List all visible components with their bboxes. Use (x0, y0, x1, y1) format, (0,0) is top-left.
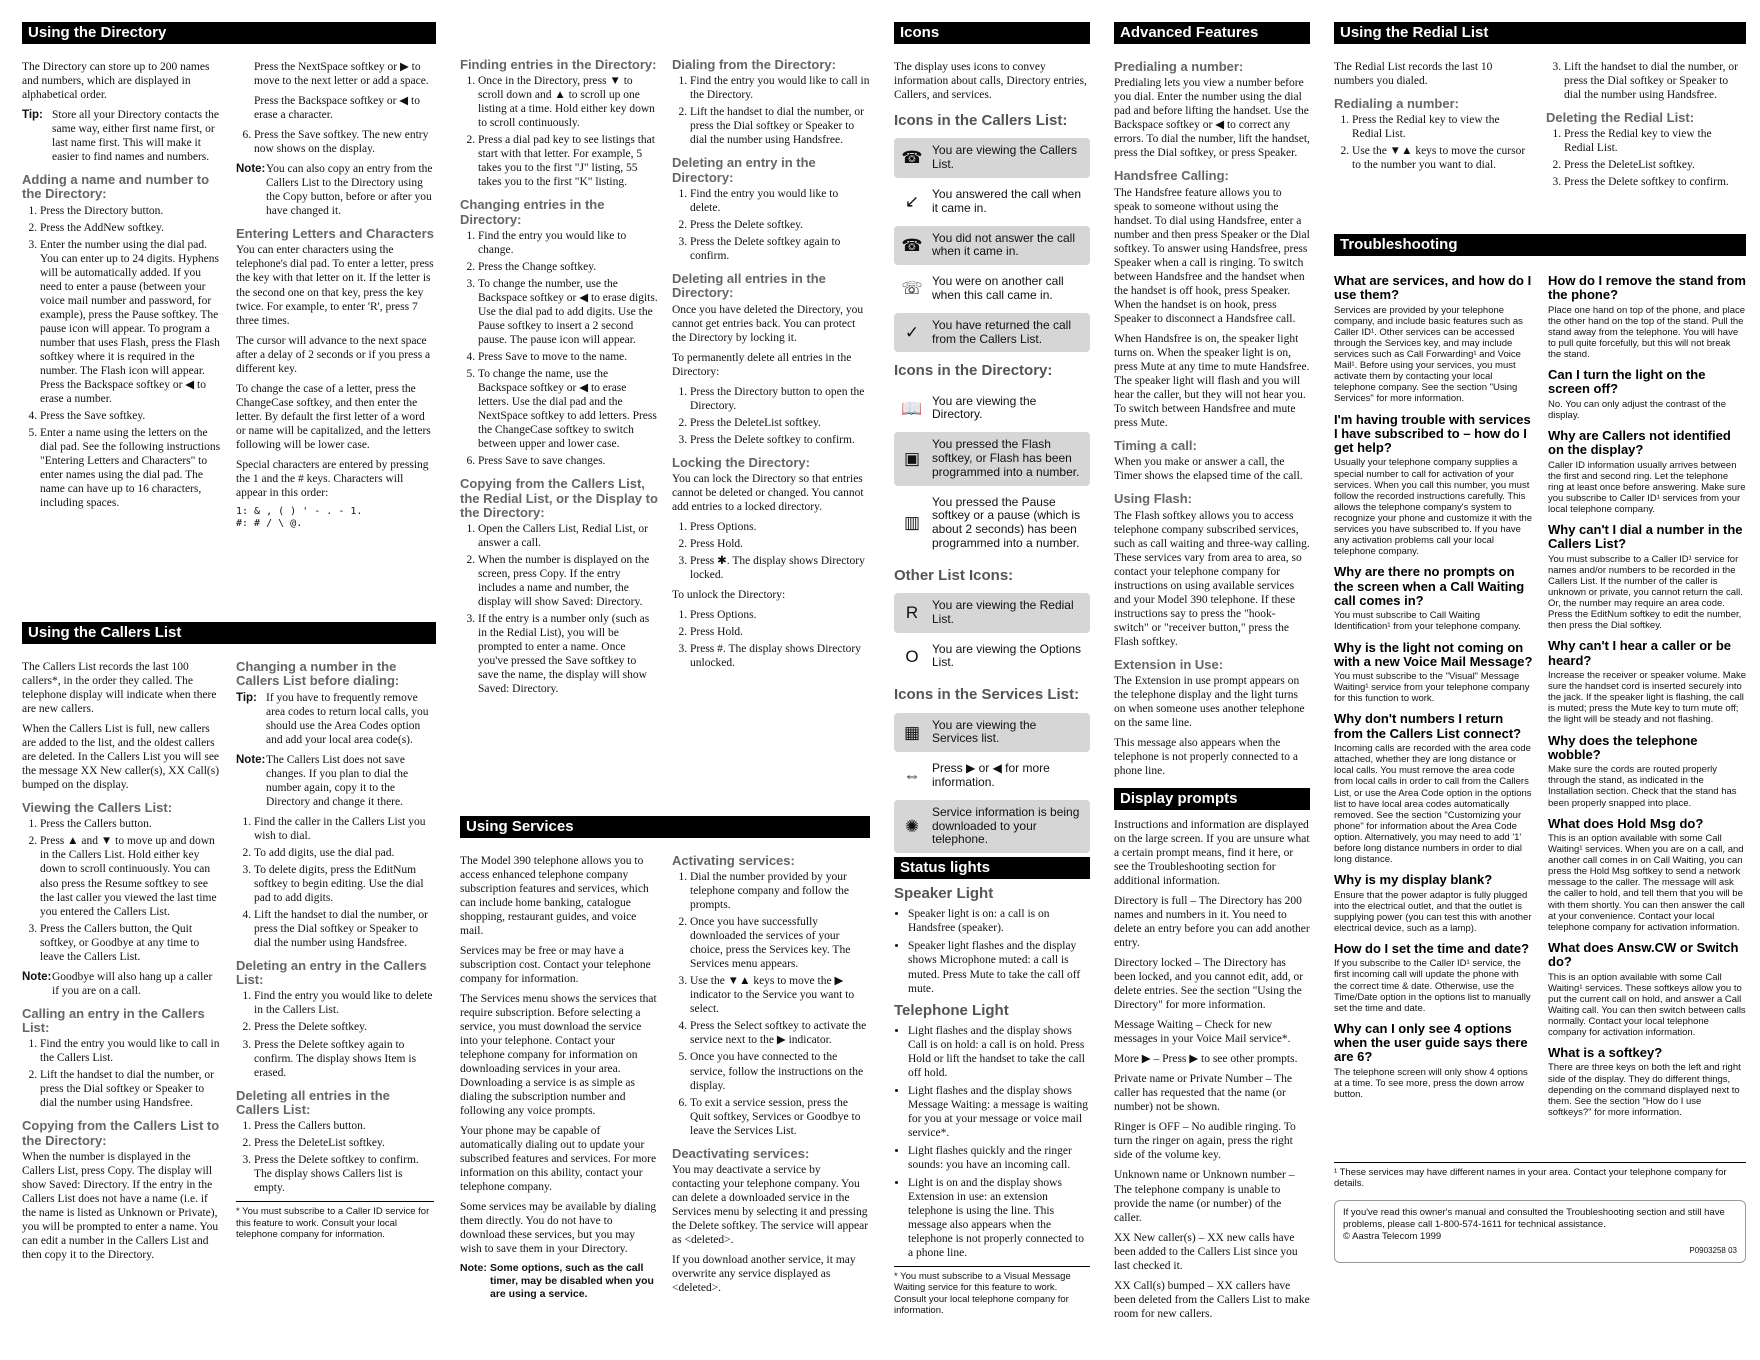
copy-steps: 1. Open the Callers List, Redial List, or answer a call. 2. When the number is displayed on the screen, press Copy. If the entry includes a name and number, the display will show Saved: Directory. 3. If the entry is a number only (such as in the Redial List), you will be prompted to enter a name. Once you've pressed the Save softkey to save the name, the display will show Saved: Directory. (478, 522, 658, 696)
directory-continued (460, 58, 870, 798)
heading-change-number: Changing a number in the Callers List before dialing: (236, 659, 400, 689)
find-steps: 1. Once in the Directory, press ▼ to scroll down and ▲ to scroll up one listing at a time. Hold either key down to scroll continuously. 2. Press a dial pad key to see listings that start with that letter. For example, 5 takes you to the first "J" listing, 55 takes you to the first "K" listing. (478, 74, 658, 189)
heading-entering-letters: Entering Letters and Characters (236, 226, 434, 242)
heading-speaker-light: Speaker Light (894, 885, 994, 903)
heading-delete-caller: Deleting an entry in the Callers List: (236, 957, 427, 988)
faq-answer: No. You can only adjust the contrast of the display. (1548, 398, 1726, 421)
flash-text: The Flash softkey allows you to access telephone company subscribed services, such as call waiting and three-way calling. These services vary from area to area, so contact your telephone company for instructions on using available services and your Model 390 telephone. If these instructions say to press the "hook-switch" or "receiver button," press the Flash softkey. (1114, 509, 1310, 648)
backspace-text: Press the Backspace softkey or ◀ to erase a character. (254, 95, 420, 122)
heading-find-entries: Finding entries in the Directory: (460, 58, 657, 72)
icon-legend-row (894, 313, 1090, 353)
heading-activate: Activating services: (672, 853, 795, 868)
heading-predial: Predialing a number: (1114, 59, 1244, 74)
section-title-directory: Using the Directory (22, 22, 436, 44)
icons-intro: The display uses icons to convey information about calls, Directory entries, Callers, and services. (894, 61, 1087, 102)
deactivate-text-1: You may deactivate a service by contacting your telephone company. You can delete a downloaded service in the Services menu by selecting it and pressing the Delete softkey. The service will appear as <deleted>. (672, 1163, 869, 1246)
help-box (1334, 1200, 1746, 1264)
faq-question: How do I set the time and date? (1334, 941, 1530, 957)
services-icon: ▦ (903, 722, 921, 742)
faq-answer: The telephone screen will only show 4 options at a time. To see more, press the down arrow button. (1334, 1066, 1528, 1100)
icon-description: You pressed the Flash softkey, or Flash has been programmed into a number. (932, 437, 1080, 479)
other-call-icon: ☏ (901, 279, 923, 299)
change-number-steps: 1. Find the caller in the Callers List you wish to dial. 2. To add digits, use the dial pad. 3. To delete digits, press the EditNum softkey to begin editing. Use the dial pad to add digits. 4. Lift the handset to dial the number, or press the Dial softkey or Speaker to dial the number using Handsfree. (254, 815, 434, 950)
part-number: P0903258 03 (1689, 1246, 1737, 1256)
enter-text-3: To change the case of a letter, press the ChangeCase softkey, and then enter the letter. By default the first letter of a word or name will be capitalized, and the letters following will be lower case. (236, 382, 431, 451)
icon-description: You are viewing the Callers List. (932, 143, 1077, 172)
services-text-5: Some services may be available by dialing them directly. You do not have to download these services, but you may wish to save them in your Directory. (460, 1201, 657, 1256)
faq-question: Why don't numbers I return from the Callers List connect? (1334, 711, 1522, 741)
faq-question: Why is the light not coming on with a new Voice Mail Message? (1334, 639, 1533, 669)
faq-question: Why is my display blank? (1334, 872, 1493, 888)
lock-steps: 1. Press Options. 2. Press Hold. 3. Press ✱. The display shows Directory locked. (690, 520, 870, 582)
flash-icon: ▣ (903, 449, 921, 469)
enter-text-2: The cursor will advance to the next space after a delay of 2 seconds or if you press a different key. (236, 334, 431, 375)
icon-legend-row (894, 713, 1090, 753)
heading-delete-all-callers: Deleting all entries in the Callers List: (236, 1087, 390, 1117)
missed-call-icon: ☎ (901, 235, 923, 255)
redial-steps: 1. Press the Redial key to view the Redial List. 2. Use the ▼▲ keys to move the cursor to the number you want to dial. (1352, 113, 1532, 172)
delete-all-callers-steps: 1. Press the Callers button. 2. Press the DeleteList softkey. 3. Press the Delete softkey to confirm. The display shows Callers list is empty. (254, 1119, 434, 1195)
section-title-advanced: Advanced Features (1114, 22, 1310, 44)
goodbye-note: Note: Goodbye will also hang up a caller if you are on a call. (22, 970, 213, 997)
heading-icons-callers: Icons in the Callers List: (894, 112, 1068, 130)
area-code-tip: Tip: If you have to frequently remove area codes to return local calls, you should use the Area Codes option and add your local area code(s). (236, 691, 429, 746)
heading-copy-callers: Copying from the Callers List to the Directory: (22, 1118, 220, 1148)
heading-deactivate: Deactivating services: (672, 1145, 810, 1161)
prompt-item: Directory locked – The Directory has been locked, and you cannot edit, add, or delete entries. See the section "Using the Directory" for more information. (1114, 957, 1304, 1012)
heading-lock-directory: Locking the Directory: (672, 454, 810, 470)
extension-text-1: The Extension in use prompt appears on the telephone display and the light turns on when someone uses another telephone on the same line. (1114, 675, 1305, 730)
icon-legend-row (894, 138, 1090, 178)
icon-description: You were on another call when this call came in. (932, 274, 1064, 302)
faq-question: Why are there no prompts on the screen when a Call Waiting call comes in? (1334, 564, 1525, 609)
telephone-light-list: • Light flashes and the display shows Call is on hold: a call is on hold. Press Hold or lift the handset to take the call off hold. • Light flashes and the display shows Message Waiting: a message is waiting for you at your message or voice mail service*. • Light flashes quickly and the ringer sounds: you have an incoming call. • Light is on and the display shows Extension in use: an extension telephone is using the line. This message also appears when the telephone is not properly connected to a phone line. (908, 1024, 1090, 1260)
faq-answer: Services are provided by your telephone company, and include basic features such as Caller ID¹. Other services can be accessed through the Services key, and may include services such as Call Forwarding¹ and Voice Mail¹. Before using your services, you must activate them by contacting your local telephone company. See the section "Using Services" for more information. (1334, 304, 1523, 405)
heading-copy-to-directory: Copying from the Callers List, the Redial List, or the Display to the Directory: (460, 476, 658, 520)
section-title-callers: Using the Callers List (22, 622, 436, 644)
download-icon: ✺ (904, 816, 920, 836)
icon-legend-row (894, 182, 1090, 222)
delete-steps: 1. Find the entry you would like to delete. 2. Press the Delete softkey. 3. Press the Delete softkey again to confirm. (690, 187, 870, 263)
section-title-services: Using Services (460, 816, 870, 838)
callers-section (22, 622, 436, 1342)
faq-question: What is a softkey? (1548, 1045, 1663, 1061)
options-icon: O (905, 646, 919, 666)
services-note: Note: Some options, such as the call timer, may be disabled when you are using a service. (460, 1262, 654, 1301)
book-icon: 📖 (901, 398, 923, 418)
icon-legend-row (894, 226, 1090, 266)
enter-text-4: Special characters are entered by pressing the 1 and the # keys. Characters will appear in this order: (236, 458, 429, 499)
heading-flash: Using Flash: (1114, 491, 1193, 507)
faq-answer: You must subscribe to Call Waiting Identification¹ from your telephone company. (1334, 610, 1521, 633)
faq-question: Why can't I hear a caller or be heard? (1548, 638, 1731, 668)
heading-extension: Extension in Use: (1114, 656, 1224, 672)
lock-text: You can lock the Directory so that entries cannot be deleted or changed. You cannot add entries to a locked directory. (672, 473, 864, 514)
faq-answer: Usually your telephone company supplies a special number to call for activation of your services. When you call this number, you must follow the recorded instructions carefully. This allows the telephone company's system to recognize your phone and customize it with the services you have subscribed to. If you have any activation problems call your local telephone company. (1334, 457, 1533, 558)
icon-description: You pressed the Pause softkey or a pause (which is about 2 seconds) has been programmed into a number. (932, 494, 1081, 550)
add-steps-list: 1. Press the Directory button. 2. Press the AddNew softkey. 3. Enter the number using the dial pad. You can enter up to 24 digits. Hyphens will be automatically added. If you need to enter a pause (between your voice mail number and password, for example), press the Pause softkey. The pause icon will appear. To program a number that uses Flash, press the Flash softkey where it is required in the number. The Flash icon will appear. Press the Backspace softkey or ◀ to erase a number. 4. Press the Save softkey. 5. Enter a name using the letters on the dial pad. See the following instructions "Entering Letters and Characters" to enter names using the dial pad. The name can have up to 16 characters, including spaces. (40, 204, 222, 510)
icon-description: You did not answer the call when it came in. (932, 230, 1075, 259)
heading-delete-redial: Deleting the Redial List: (1546, 110, 1695, 126)
heading-view-callers: Viewing the Callers List: (22, 800, 173, 816)
faq-question: What does Hold Msg do? (1548, 815, 1704, 831)
faq-answer: If you subscribe to the Caller ID¹ service, the first incoming call will update the phone with the correct time & date. Otherwise, use the Time/Date option in the options list to manually set the time and date. (1334, 958, 1531, 1014)
view-steps: 1. Press the Callers button. 2. Press ▲ and ▼ to move up and down in the Callers List. Hold either key down to scroll continuously. You can also press the Resume softkey to see the last caller you viewed the last time you entered the Callers List. 3. Press the Callers button, the Quit softkey, or Goodbye at any time to leave the Callers List. (40, 817, 222, 963)
directory-intro: The Directory can store up to 200 names and numbers, which are displayed in alphabetical order. (22, 61, 210, 102)
faq-question: How do I remove the stand from the phone? (1548, 273, 1746, 303)
nextspace-text: Press the NextSpace softkey or ▶ to move to the next letter or add a space. (254, 61, 429, 88)
icon-description: Press ▶ or ◀ for more information. (932, 761, 1050, 789)
activate-steps: 1. Dial the number provided by your telephone company and follow the prompts. 2. Once you have successfully downloaded the services of your choice, press the Services key. The Services menu appears. 3. Use the ▼▲ keys to move the ▶ indicator to the Service you want to select. 4. Press the Select softkey to activate the service next to the ▶ indicator. 5. Once you have connected to the service, follow the instructions on the display. 6. To exit a service session, press the Quit softkey, Services or Goodbye to leave the Services List. (690, 870, 870, 1137)
heading-icons-other: Other List Icons: (894, 566, 1014, 584)
prompt-item: Directory is full – The Directory has 200 names and numbers in it. You need to delete an entry before you can add another entry. (1114, 895, 1310, 950)
icon-description: Service information is being downloaded to your telephone. (932, 804, 1080, 847)
faq-question: Why does the telephone wobble? (1548, 732, 1698, 762)
faq-answer: Place one hand on top of the phone, and place the other hand on the top of the stand. Pull the stand away from the telephone. You will have to pull quite forcefully, but this will not break the stand. (1548, 304, 1746, 361)
dial-steps: 1. Find the entry you would like to call in the Directory. 2. Lift the handset to dial the number, or press the Dial softkey or Speaker to dial the number using Handsfree. (690, 74, 870, 147)
callers-footnote: * You must subscribe to a Caller ID service for this feature to work. Consult your local telephone company for information. (236, 1206, 430, 1240)
icon-legend-row (894, 389, 1090, 429)
services-section (460, 816, 870, 1342)
handsfree-text-2: When Handsfree is on, the speaker light turns on. When the speaker light is on, press Mute at any time to mute Handsfree. The speaker light will flash and you will hear the caller, but they will not hear you. To switch between Handsfree and mute press Mute. (1114, 332, 1310, 429)
call-steps: 1. Find the entry you would like to call in the Callers List. 2. Lift the handset to dial the number, or press the Dial softkey or Speaker to dial the number using Handsfree. (40, 1037, 222, 1110)
extension-text-2: This message also appears when the telephone is not properly connected to a phone line. (1114, 737, 1298, 778)
prompt-item: Private name or Private Number – The caller has requested that the name (or number) not be shown. (1114, 1073, 1292, 1114)
icon-legend-row (894, 637, 1090, 677)
services-text-2: Services may be free or may have a subscription cost. Contact your telephone company for information. (460, 945, 651, 986)
status-footnote: * You must subscribe to a Visual Message Waiting service for this feature to work. Consult your local telephone company for information. (894, 1271, 1071, 1317)
unlock-steps: 1. Press Options. 2. Press Hold. 3. Press #. The display shows Directory unlocked. (690, 608, 870, 670)
callers-intro-2: When the Callers List is full, new callers are added to the list, and the oldest callers are deleted. In the Callers List you will see the message XX New caller(s), XX Call(s) bumped on the display. (22, 723, 220, 792)
deactivate-text-2: If you download another service, it may overwrite any service displayed as <deleted>. (672, 1253, 856, 1294)
help-text: If you've read this owner's manual and consulted the Troubleshooting section and still have problems, please call 1-800-574-1611 for technical assistance. (1343, 1206, 1725, 1230)
faq-question: What are services, and how do I use them? (1334, 273, 1532, 303)
handsfree-text-1: The Handsfree feature allows you to speak to someone without using the handset. To dial using Handsfree, enter a number and then press Speaker or the Dial softkey. To answer using Handsfree, press Speaker when a call is ringing. To switch between Handsfree and the handset when the handset is off hook, press Speaker. When the handset is on hook, press Speaker to disconnect a Handsfree call. (1114, 186, 1310, 325)
redial-step-3: 3. Lift the handset to dial the number, or press the Dial softkey or Speaker to dial the number using Handsfree. (1564, 60, 1744, 102)
prompt-item: Unknown name or Unknown number – The telephone company is unable to provide the name (or number) of the caller. (1114, 1169, 1295, 1224)
heading-delete-all: Deleting all entries in the Directory: (672, 271, 826, 301)
faq-answer: Ensure that the power adaptor is fully plugged into the electrical outlet, and that the outlet is supplying power (you can test this with another electrical device, such as a lamp). (1334, 889, 1532, 934)
redial-section (1334, 22, 1746, 232)
check-icon: ✓ (904, 322, 920, 342)
icon-description: You are viewing the Services list. (932, 717, 1037, 746)
copy-callers-text: When the number is displayed in the Callers List, press Copy. The display will show Saved: Directory. If the entry in the Callers List does not have a name (i.e. if the name is listed as Unknown or Private), you will be prompted to enter a name. You can edit a number in the Callers List and then copy it to the Directory. (22, 1150, 219, 1261)
chars-hash: #: # / \ @. (236, 517, 303, 529)
faq-question: Why can't I dial a number in the Callers List? (1548, 522, 1743, 552)
delete-caller-steps: 1. Find the entry you would like to delete in the Callers List. 2. Press the Delete softkey. 3. Press the Delete softkey again to confirm. The display shows Item is erased. (254, 989, 434, 1079)
change-steps: 1. Find the entry you would like to change. 2. Press the Change softkey. 3. To change the number, use the Backspace softkey or ◀ to erase digits. Use the dial pad to add digits. Use the Pause softkey to insert a 2 second pause. The pause icon will appear. 4. Press Save to move to the name. 5. To change the name, use the Backspace softkey or ◀ to erase letters. Use the dial pad and the NextSpace softkey to add letters. Press the ChangeCase softkey to switch between upper and lower case. 6. Press Save to save changes. (478, 229, 658, 468)
icon-legend-row (894, 432, 1090, 485)
copy-note: Note: You can also copy an entry from the Callers List to the Directory using the Copy button, before or after you have changed it. (236, 163, 433, 218)
faq-answer: Incoming calls are recorded with the area code attached, whether they are long distance or local calls. You must remove the area code from local calls in order to call from the Callers List, or use the Area Code option in the options list to have local area codes automatically removed. See the section "Customizing your phone" for information about the Area Code option. Alternatively, you may need to add '1' before long distance numbers in order to dial long distance. (1334, 743, 1532, 866)
heading-icons-directory: Icons in the Directory: (894, 362, 1053, 380)
heading-dial-directory: Dialing from the Directory: (672, 58, 836, 72)
delete-redial-steps: 1. Press the Redial key to view the Redial List. 2. Press the DeleteList softkey. 3. Press the Delete softkey to confirm. (1564, 127, 1744, 189)
icon-legend-row (894, 269, 1090, 309)
faq-answer: Increase the receiver or speaker volume. Make sure the handset cord is inserted securely into the jack. If the speaker light is flashing, the call is muted; press the Mute key to turn mute off; the light will be steady and not flashing. (1548, 670, 1746, 726)
troubleshooting-section (1334, 234, 1746, 1342)
icon-description: You answered the call when it came in. (932, 186, 1081, 215)
faq-question: I'm having trouble with services I have subscribed to – how do I get help? (1334, 411, 1531, 456)
callers-intro-1: The Callers List records the last 100 callers*, in the order they called. The telephone display will indicate when there are new callers. (22, 661, 217, 716)
icon-legend-row (894, 756, 1090, 796)
redial-text: The Redial List records the last 10 numbers you dialed. (1334, 61, 1493, 88)
section-title-prompts: Display prompts (1114, 788, 1310, 810)
services-text-1: The Model 390 telephone allows you to access enhanced telephone company subscription features and services, which can include home banking, catalogue shopping, restaurant guides, and voice mail. (460, 855, 649, 938)
delete-all-text-1: Once you have deleted the Directory, you cannot get entries back. You can protect the Directory by locking it. (672, 303, 864, 344)
services-text-3: The Services menu shows the services that require subscription. Before selecting a service, you must download the service into your telephone. Contact your telephone company for information on downloading services in your area. Downloading a service is as simple as dialing the subscription number and following any voice prompts. (460, 993, 657, 1118)
heading-redialing: Redialing a number: (1334, 96, 1459, 112)
faq-question: Why can I only see 4 options when the user guide says there are 6? (1334, 1020, 1528, 1065)
heading-call-entry: Calling an entry in the Callers List: (22, 1005, 205, 1035)
icon-legend-row (894, 593, 1090, 633)
icon-description: You are viewing the Directory. (932, 393, 1037, 422)
faq-answer: This is an option available with some Call Waiting¹ services. When you are on a call, and another call comes in on Call Waiting, you can press the Hold Msg softkey to send a network message to the caller. The message will ask the caller to hold, and tell them that you will be with them shortly. You can then answer the call at your convenience. Contact your local telephone company for activation information. (1548, 832, 1745, 933)
section-title-redial: Using the Redial List (1334, 22, 1746, 44)
unlock-text: To unlock the Directory: (672, 589, 786, 602)
heading-handsfree: Handsfree Calling: (1114, 168, 1229, 184)
heading-change-entries: Changing entries in the Directory: (460, 197, 605, 227)
prompt-item: Message Waiting – Check for new messages in your Voice Mail service*. (1114, 1019, 1291, 1046)
advanced-section (1114, 22, 1310, 1342)
icon-description: You are viewing the Options List. (932, 641, 1081, 670)
section-title-icons: Icons (894, 22, 1090, 44)
save-step: 6. Press the Save softkey. The new entry now shows on the display. (254, 128, 434, 156)
directory-section (22, 22, 436, 612)
icon-description: You have returned the call from the Callers List. (932, 317, 1071, 346)
faq-answer: This is an option available with some Call Waiting¹ services. These softkeys allow you to put the current call on hold, and answer a Call Waiting call. You can then switch between calls normally. Contact your local telephone company for activation information. (1548, 971, 1746, 1039)
faq-answer: There are three keys on both the left and right side of the display. They do different things, depending on the command displayed next to them. See the section "How do I use softkeys?" for more information. (1548, 1062, 1741, 1118)
heading-icons-services: Icons in the Services List: (894, 686, 1080, 704)
heading-telephone-light: Telephone Light (894, 1001, 1009, 1019)
icons-section (894, 22, 1090, 1342)
section-title-status: Status lights (894, 857, 1090, 879)
timing-text: When you make or answer a call, the Timer shows the elapsed time of the call. (1114, 456, 1303, 483)
arrows-icon: ⇔ (903, 766, 921, 786)
faq-question: Can I turn the light on the screen off? (1548, 367, 1706, 397)
prompt-item: Ringer is OFF – No audible ringing. To turn the ringer on again, press the right side of the volume key. (1114, 1121, 1296, 1162)
prompt-item: More ▶ – Press ▶ to see other prompts. (1114, 1053, 1298, 1066)
directory-tip: Tip: Store all your Directory contacts the same way, either first name first, or last name first. This will make it easier to find names and numbers. (22, 109, 220, 164)
enter-text-1: You can enter characters using the telephone's dial pad. To enter a letter, press the key with that letter on it. If the letter is the second one on that key, press the key twice. For example, to enter 'R', press 7 three times. (236, 244, 434, 327)
prompt-item: XX New caller(s) – XX new calls have been added to the Callers List since you last checked it. (1114, 1231, 1298, 1272)
speaker-light-list: • Speaker light is on: a call is on Handsfree (speaker). • Speaker light flashes and the display shows Microphone muted: a call is muted. Press Mute to take the call off mute. (908, 907, 1090, 995)
icon-legend-row (894, 800, 1090, 853)
troubleshooting-footnote: ¹ These services may have different names in your area. Contact your telephone company for details. (1334, 1167, 1727, 1190)
icon-description: You are viewing the Redial List. (932, 598, 1074, 626)
answered-icon: ↙ (904, 191, 920, 211)
faq-answer: Caller ID information usually arrives between the first and second ring. Let the telephone ring at least once before answering. Make sure you subscribe to Caller ID¹ services from your local telephone company. (1548, 459, 1746, 515)
delete-all-text-2: To permanently delete all entries in the Directory: (672, 351, 852, 378)
faq-answer: Make sure the cords are routed properly through the stand, as indicated in the Installation section. Check that the stand has been properly snapped into place. (1548, 764, 1737, 809)
heading-delete-entry: Deleting an entry in the Directory: (672, 155, 816, 185)
section-title-troubleshooting: Troubleshooting (1334, 234, 1746, 256)
heading-add-entry: Adding a name and number to the Directory: (22, 172, 210, 202)
predial-text: Predialing lets you view a number before you dial. Enter the number using the dial pad and before lifting the handset. Use the Backspace softkey or ◀ to correct any errors. To dial the number, lift the handset, press the Dial softkey, or press Speaker. (1114, 77, 1310, 160)
icon-legend-row (894, 490, 1090, 557)
chars-1: 1: & , ( ) ' - . - 1. (236, 505, 363, 517)
delete-all-steps: 1. Press the Directory button to open the Directory. 2. Press the DeleteList softkey. 3. Press the Delete softkey to confirm. (690, 385, 870, 447)
prompts-intro: Instructions and information are displayed on the large screen. If you are unsure what a certain prompt means, find it here, or see the Troubleshooting section for additional information. (1114, 819, 1310, 888)
prompt-item: XX Call(s) bumped – XX callers have been deleted from the Callers List to make room for new callers. (1114, 1279, 1310, 1320)
no-save-note: Note: The Callers List does not save changes. If you plan to dial the number again, copy it to the Directory and change it there. (236, 753, 409, 808)
phone-icon: ☎ (901, 148, 923, 168)
faq-answer: You must subscribe to the "Visual" Message Waiting¹ service from your telephone company for this function to work. (1334, 671, 1530, 705)
copyright: © Aastra Telecom 1999 (1343, 1230, 1442, 1242)
redial-icon: R (905, 603, 919, 623)
services-text-4: Your phone may be capable of automatically dialing out to update your subscribed features and services. For more information on this ability, contact your telephone company. (460, 1125, 657, 1194)
pause-icon: ▥ (903, 513, 921, 533)
faq-question: What does Answ.CW or Switch do? (1548, 939, 1739, 970)
heading-timing: Timing a call: (1114, 437, 1197, 453)
faq-question: Why are Callers not identified on the display? (1548, 427, 1731, 458)
faq-answer: You must subscribe to a Caller ID¹ service for names and/or numbers to be recorded in the Callers List. If the number of the caller is unknown or private, you cannot return the call. Or, the number may require an area code. Press the EditNum softkey to edit the number, then press the Dial softkey. (1548, 553, 1743, 632)
